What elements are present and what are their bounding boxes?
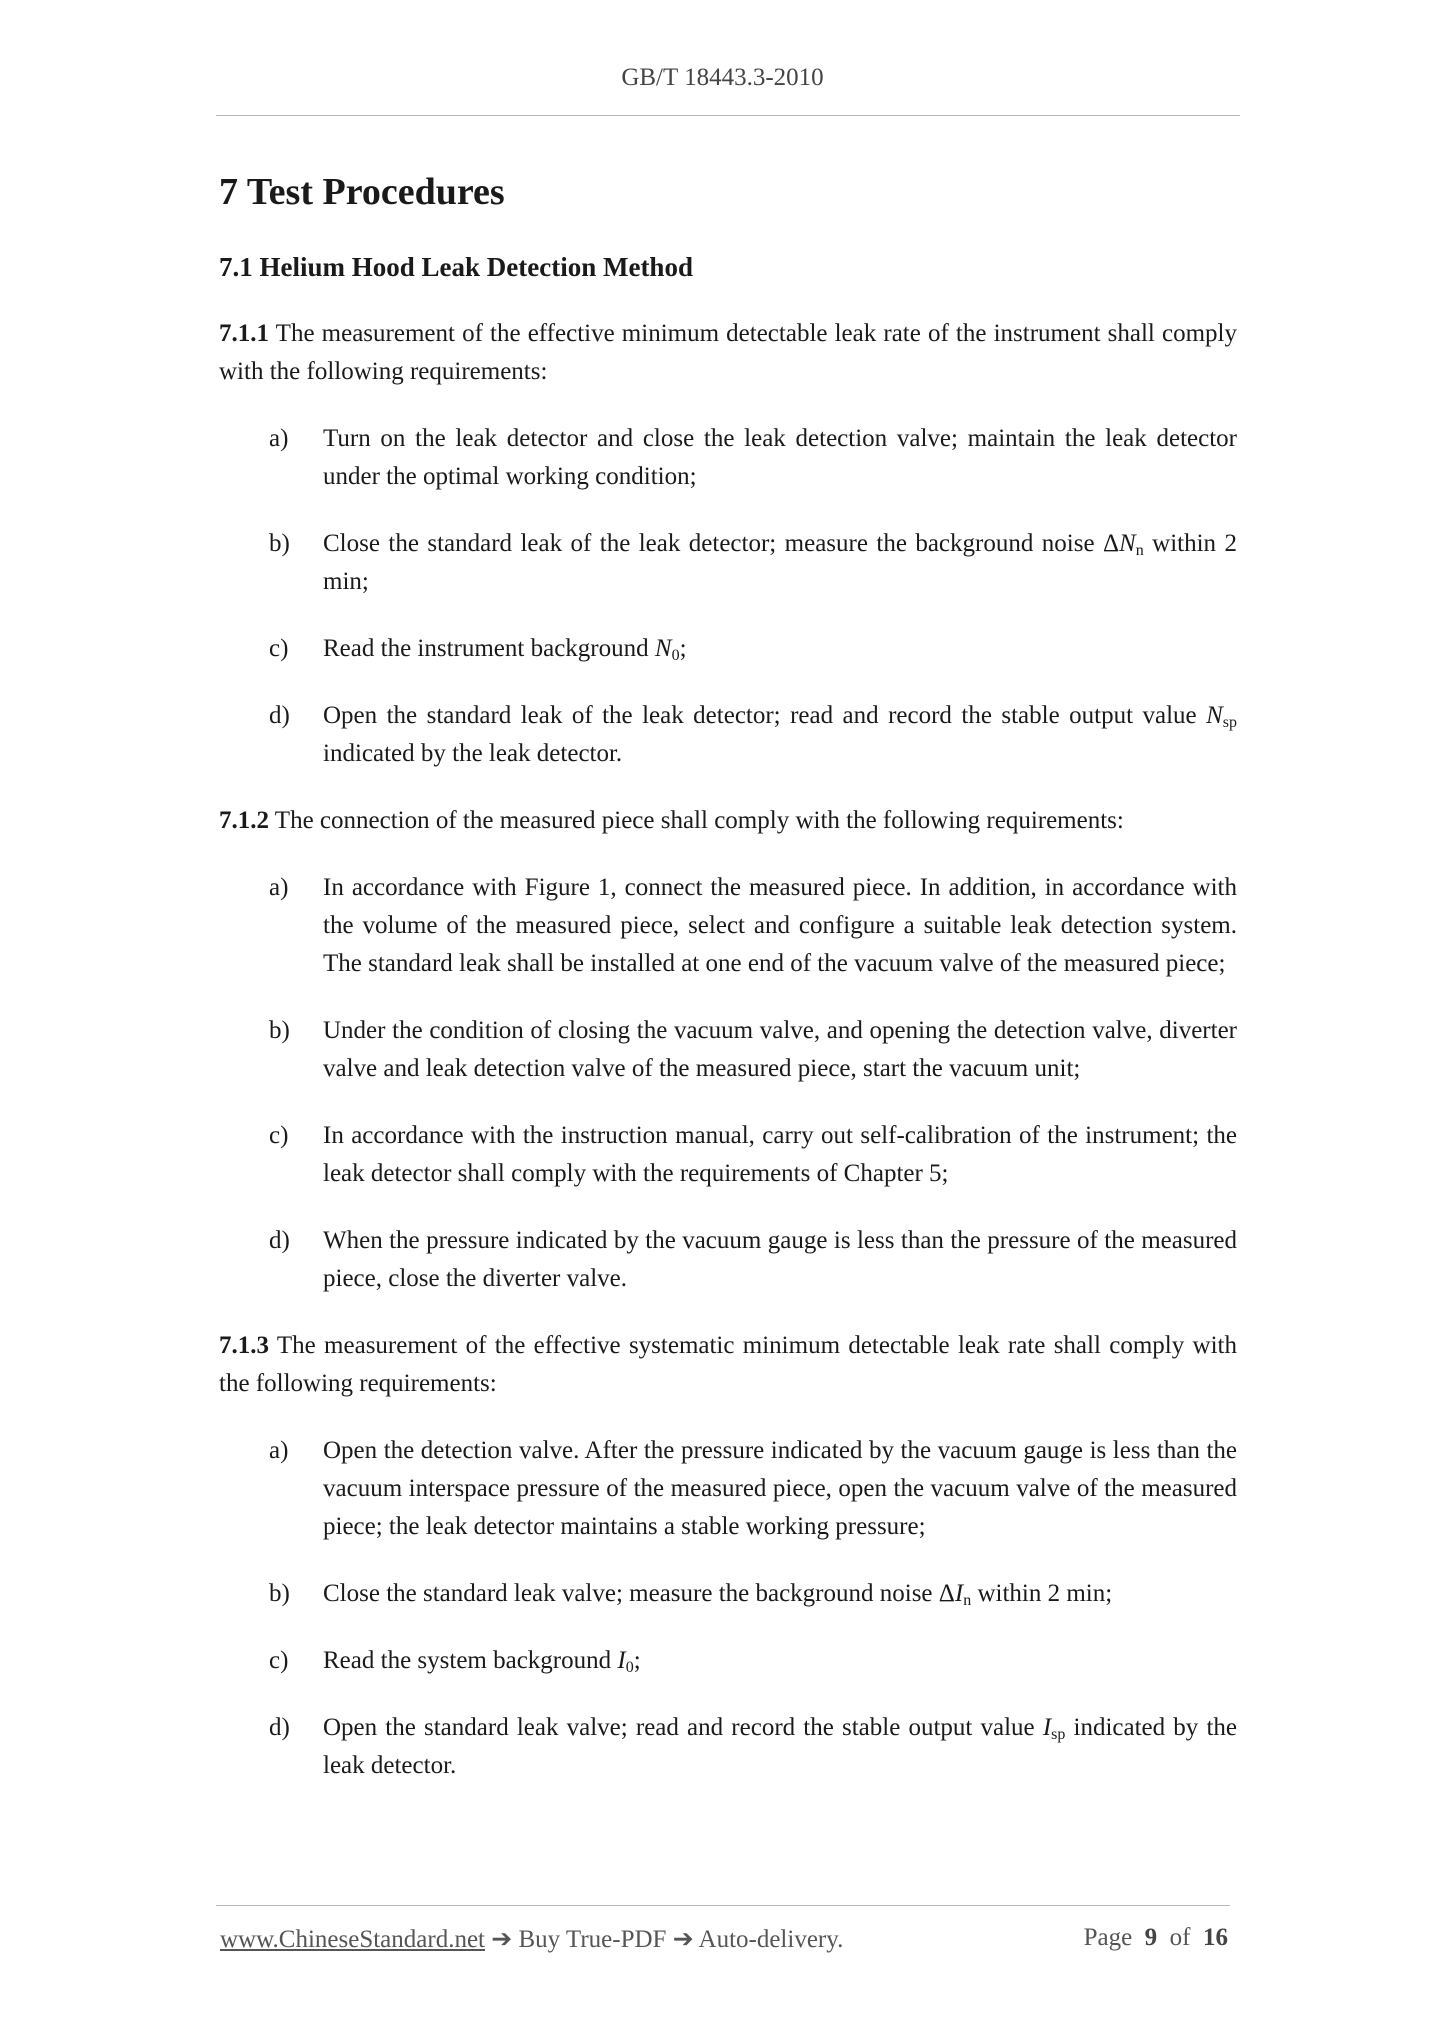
list-item [219,1117,1237,1193]
item-text: Open the detection valve. After the pressure indicated by the vacuum gauge is less than the vacuum interspace pressure of the measured piece, open the vacuum valve of the measured piece; the leak detector maintains a stable working pressure; [323,1436,1237,1540]
clause-number: 7.1.2 [219,806,269,834]
list-item [219,630,1237,668]
list-item [219,1432,1237,1546]
clause-text: The connection of the measured piece shall comply with the following requirements: [269,806,1124,834]
buy-text: Buy True-PDF [518,1926,667,1953]
item-label: c) [269,1121,289,1149]
header-standard-code: GB/T 18443.3-2010 [621,64,824,91]
list-item [219,1709,1237,1785]
subscript: n [963,1591,972,1609]
item-label: a) [269,1436,289,1464]
item-label: d) [269,701,290,729]
clause-number: 7.1.3 [219,1331,269,1359]
item-label: a) [269,873,289,901]
clause-7-1-1 [219,315,1237,391]
symbol: N [654,634,672,662]
item-text: Under the condition of closing the vacuum valve, and opening the detection valve, diverter valve and leak detection valve of the measured piece, start the vacuum unit; [323,1016,1237,1082]
subscript: n [1135,541,1144,559]
symbol: N [1119,529,1136,557]
page-number: Page 9 of 16 [1083,1924,1228,1951]
clause-7-1-2 [219,802,1237,840]
list-item [219,525,1237,601]
subscript: sp [1051,1725,1066,1743]
item-label: a) [269,424,289,452]
list-item [219,420,1237,496]
symbol: N [1206,701,1223,729]
symbol: I [617,1646,626,1674]
current-page: 9 [1144,1924,1158,1951]
symbol: I [1042,1713,1052,1741]
item-text: Close the standard leak valve; measure the background noise $\Delta I_n$ within 2 min; [323,1579,1113,1609]
item-label: d) [269,1226,290,1254]
subsection-title: 7.1 Helium Hood Leak Detection Method [219,251,693,282]
list-item [219,697,1237,773]
item-text: Open the standard leak valve; read and record the stable output value $I_{sp}$ indicated by the leak detector. [323,1713,1238,1779]
item-text: In accordance with the instruction manual, carry out self-calibration of the instrument; the leak detector shall comply with the requirements of Chapter 5; [323,1121,1237,1187]
clause-7-1-3 [219,1327,1237,1403]
clause-number: 7.1.1 [219,319,269,347]
item-label: c) [269,634,289,662]
symbol: I [954,1579,964,1607]
item-label: b) [269,1016,290,1044]
item-label: b) [269,1579,290,1607]
list-item [219,1642,1237,1680]
item-text: Read the system background $I_0$; [323,1646,641,1676]
item-label: c) [269,1646,289,1674]
list-item [219,1575,1237,1613]
delivery-text: Auto-delivery. [698,1926,844,1953]
item-text: Read the instrument background $N_0$; [323,634,687,664]
subscript: sp [1222,713,1237,731]
section-title: 7 Test Procedures [219,171,505,213]
list-item [219,869,1237,983]
header-rule [216,115,1240,116]
arrow-icon: ➔ [672,1926,694,1953]
website-link[interactable]: www.ChineseStandard.net [220,1926,485,1953]
item-label: d) [269,1713,290,1741]
footer-promo [220,1924,843,1954]
subscript: 0 [671,646,680,664]
clause-text: The measurement of the effective minimum detectable leak rate of the instrument shall comply with the following requirements: [219,319,1237,385]
footer-rule [216,1905,1230,1906]
item-text: Open the standard leak of the leak detector; read and record the stable output value $N_{sp}$ indicated by the leak detector. [323,701,1237,767]
item-text: When the pressure indicated by the vacuum gauge is less than the pressure of the measured piece, close the diverter valve. [323,1226,1237,1292]
item-label: b) [269,529,290,557]
list-item [219,1012,1237,1088]
item-text: Turn on the leak detector and close the leak detection valve; maintain the leak detector under the optimal working condition; [323,424,1237,490]
list-item [219,1222,1237,1298]
item-text: Close the standard leak of the leak detector; measure the background noise $\Delta N_n$ within 2 min; [323,529,1237,595]
page-content [219,170,1237,1814]
item-text: In accordance with Figure 1, connect the measured piece. In addition, in accordance with the volume of the measured piece, select and configure a suitable leak detection system. The standard leak shall be installed at one end of the vacuum valve of the measured piece; [323,873,1237,977]
total-pages: 16 [1203,1924,1228,1951]
subscript: 0 [625,1658,634,1676]
arrow-icon: ➔ [491,1926,513,1953]
clause-text: The measurement of the effective systematic minimum detectable leak rate shall comply with the following requirements: [219,1331,1237,1397]
